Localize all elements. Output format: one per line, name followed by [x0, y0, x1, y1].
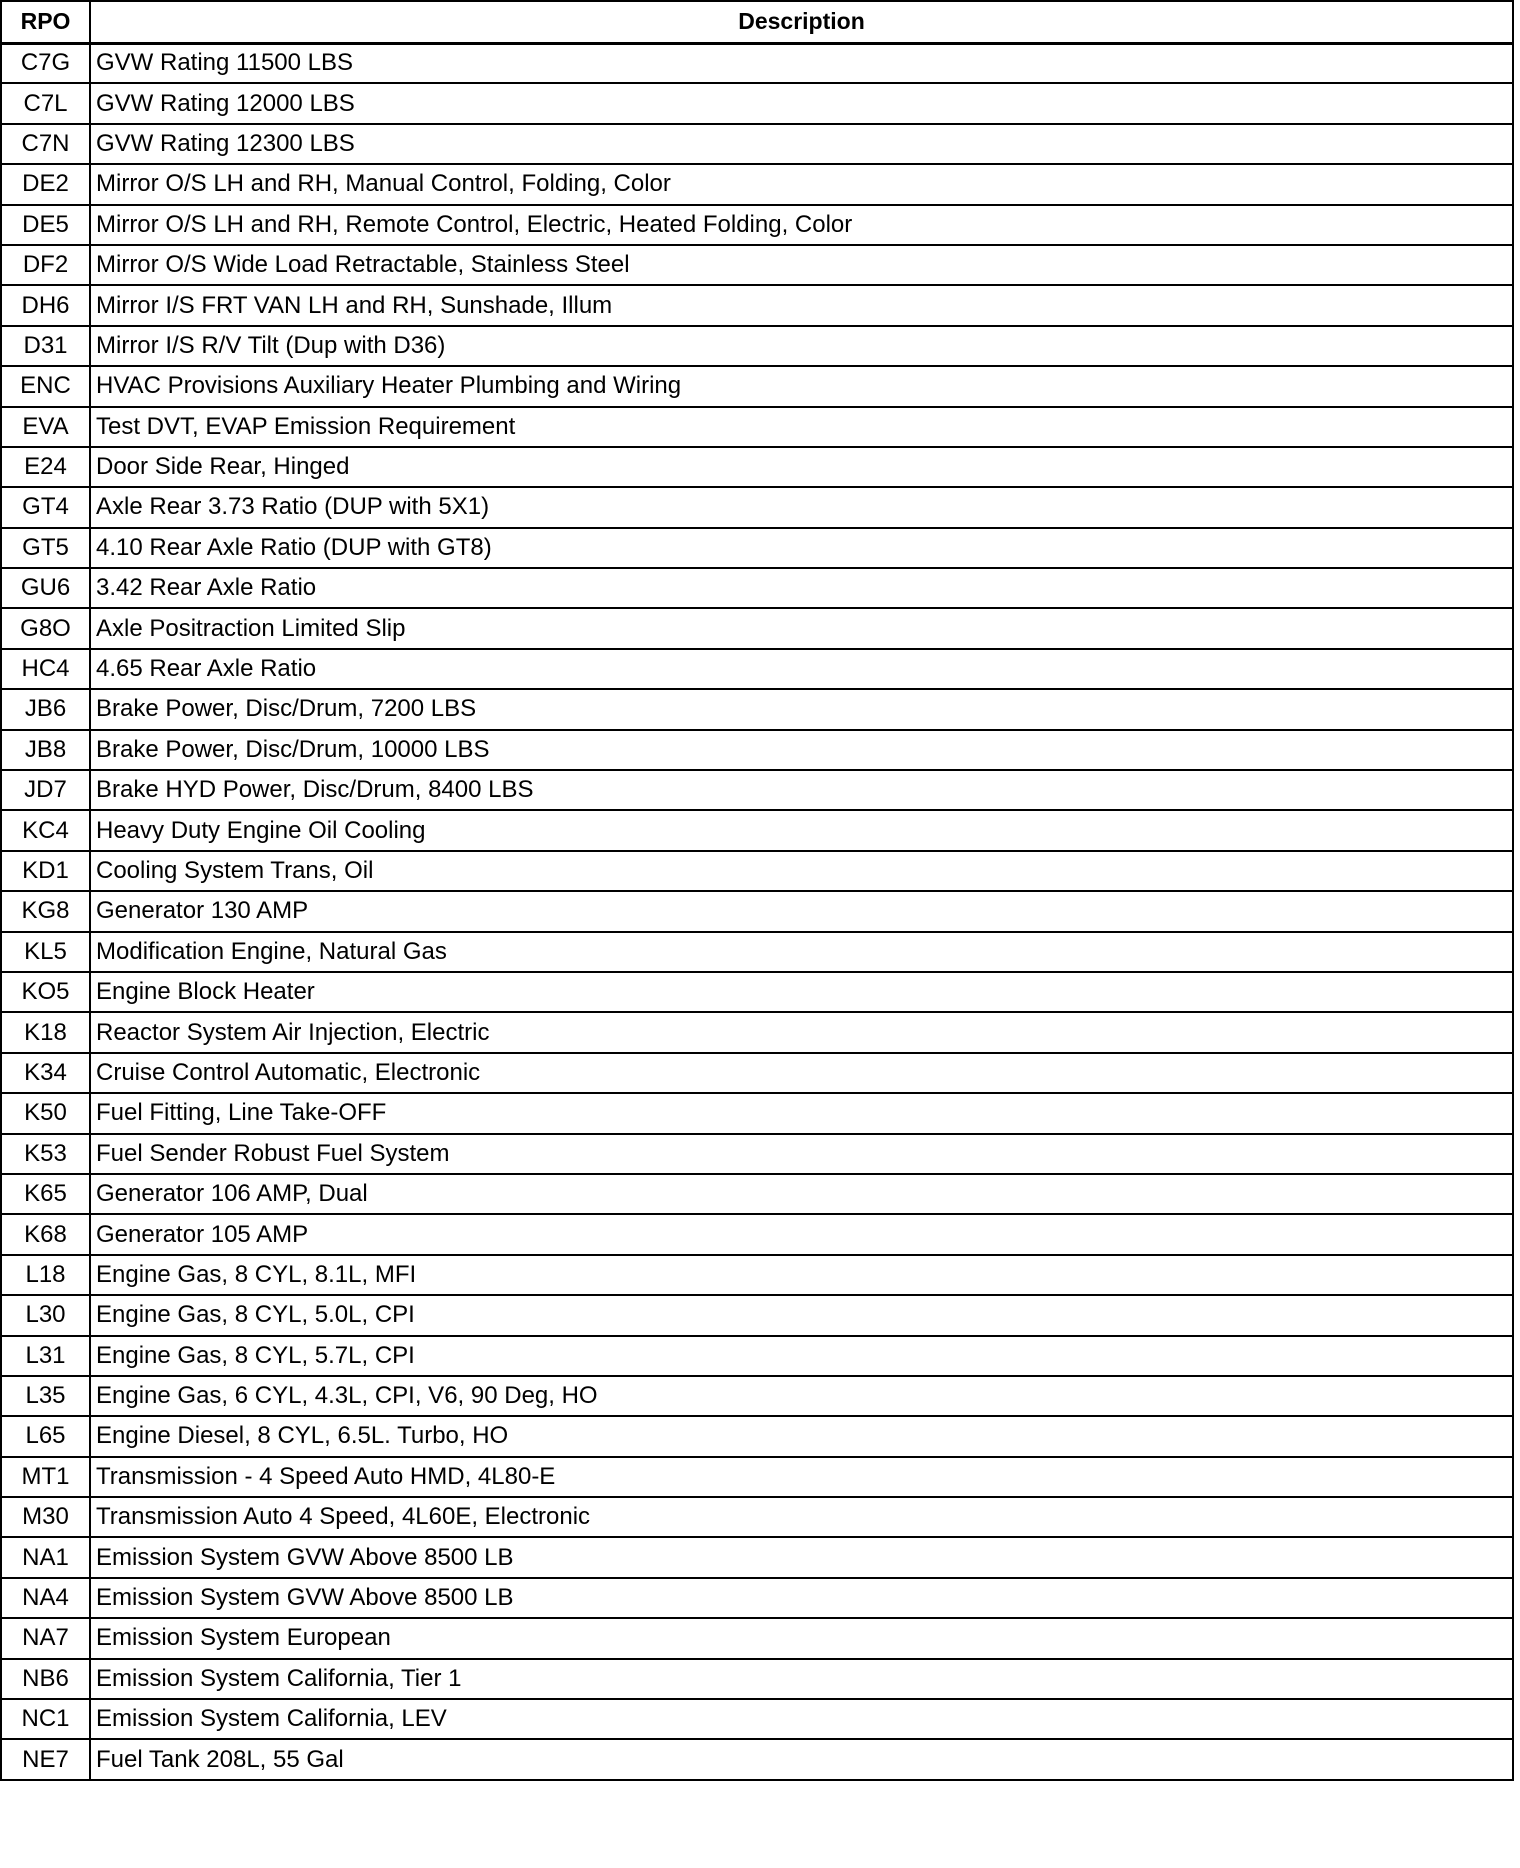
table-row [1, 1093, 1513, 1133]
table-row [1, 164, 1513, 204]
rpo-code-cell: KD1 [1, 851, 90, 891]
table-row [1, 447, 1513, 487]
table-row [1, 851, 1513, 891]
rpo-code-cell: NA1 [1, 1537, 90, 1577]
rpo-code-cell: NE7 [1, 1739, 90, 1779]
description-cell: Engine Gas, 8 CYL, 8.1L, MFI [90, 1255, 1513, 1295]
rpo-code-cell: NA7 [1, 1618, 90, 1658]
rpo-code-cell: ENC [1, 366, 90, 406]
rpo-code-cell: JB6 [1, 689, 90, 729]
rpo-code-cell: C7N [1, 124, 90, 164]
description-cell: Engine Gas, 8 CYL, 5.0L, CPI [90, 1295, 1513, 1335]
description-cell: Brake Power, Disc/Drum, 7200 LBS [90, 689, 1513, 729]
rpo-code-cell: E24 [1, 447, 90, 487]
rpo-code-cell: HC4 [1, 649, 90, 689]
table-row [1, 124, 1513, 164]
rpo-code-cell: DE5 [1, 205, 90, 245]
rpo-code-cell: L18 [1, 1255, 90, 1295]
description-cell: 3.42 Rear Axle Ratio [90, 568, 1513, 608]
rpo-code-cell: MT1 [1, 1457, 90, 1497]
description-cell: GVW Rating 12000 LBS [90, 83, 1513, 123]
table-row [1, 1053, 1513, 1093]
description-cell: Emission System European [90, 1618, 1513, 1658]
description-cell: Engine Diesel, 8 CYL, 6.5L. Turbo, HO [90, 1416, 1513, 1456]
rpo-code-cell: L35 [1, 1376, 90, 1416]
table-row [1, 891, 1513, 931]
table-row [1, 205, 1513, 245]
rpo-code-cell: GU6 [1, 568, 90, 608]
description-cell: Fuel Tank 208L, 55 Gal [90, 1739, 1513, 1779]
table-row [1, 83, 1513, 123]
description-cell: Brake HYD Power, Disc/Drum, 8400 LBS [90, 770, 1513, 810]
description-cell: GVW Rating 12300 LBS [90, 124, 1513, 164]
table-row [1, 730, 1513, 770]
rpo-code-cell: DE2 [1, 164, 90, 204]
description-cell: Axle Rear 3.73 Ratio (DUP with 5X1) [90, 487, 1513, 527]
table-row [1, 1457, 1513, 1497]
description-cell: Mirror O/S LH and RH, Remote Control, Electric, Heated Folding, Color [90, 205, 1513, 245]
table-row [1, 43, 1513, 83]
table-row [1, 810, 1513, 850]
table-row [1, 366, 1513, 406]
rpo-code-cell: L31 [1, 1336, 90, 1376]
rpo-code-cell: L30 [1, 1295, 90, 1335]
rpo-code-cell: DH6 [1, 285, 90, 325]
description-cell: Emission System California, LEV [90, 1699, 1513, 1739]
rpo-code-cell: JD7 [1, 770, 90, 810]
rpo-code-cell: NC1 [1, 1699, 90, 1739]
description-cell: Generator 105 AMP [90, 1214, 1513, 1254]
description-cell: 4.10 Rear Axle Ratio (DUP with GT8) [90, 528, 1513, 568]
table-row [1, 245, 1513, 285]
table-row [1, 1174, 1513, 1214]
description-cell: Brake Power, Disc/Drum, 10000 LBS [90, 730, 1513, 770]
description-cell: GVW Rating 11500 LBS [90, 43, 1513, 83]
rpo-code-cell: G8O [1, 608, 90, 648]
description-cell: Reactor System Air Injection, Electric [90, 1012, 1513, 1052]
rpo-code-cell: K68 [1, 1214, 90, 1254]
table-row [1, 1214, 1513, 1254]
table-row [1, 689, 1513, 729]
table-row [1, 1336, 1513, 1376]
description-cell: Engine Gas, 6 CYL, 4.3L, CPI, V6, 90 Deg, HO [90, 1376, 1513, 1416]
rpo-code-cell: DF2 [1, 245, 90, 285]
description-cell: Generator 130 AMP [90, 891, 1513, 931]
rpo-code-cell: C7G [1, 43, 90, 83]
table-row [1, 1416, 1513, 1456]
table-row [1, 1376, 1513, 1416]
description-cell: Emission System GVW Above 8500 LB [90, 1537, 1513, 1577]
rpo-code-cell: NA4 [1, 1578, 90, 1618]
table-row [1, 285, 1513, 325]
rpo-code-cell: KC4 [1, 810, 90, 850]
rpo-code-cell: K65 [1, 1174, 90, 1214]
rpo-code-cell: KG8 [1, 891, 90, 931]
description-cell: Mirror O/S LH and RH, Manual Control, Folding, Color [90, 164, 1513, 204]
description-cell: Mirror I/S R/V Tilt (Dup with D36) [90, 326, 1513, 366]
table-row [1, 326, 1513, 366]
description-cell: Mirror O/S Wide Load Retractable, Stainless Steel [90, 245, 1513, 285]
table-row [1, 1255, 1513, 1295]
table-body [1, 43, 1513, 1780]
rpo-code-cell: L65 [1, 1416, 90, 1456]
description-cell: Door Side Rear, Hinged [90, 447, 1513, 487]
description-cell: Transmission - 4 Speed Auto HMD, 4L80-E [90, 1457, 1513, 1497]
description-cell: Transmission Auto 4 Speed, 4L60E, Electronic [90, 1497, 1513, 1537]
description-cell: Cruise Control Automatic, Electronic [90, 1053, 1513, 1093]
table-row [1, 1699, 1513, 1739]
table-row [1, 487, 1513, 527]
description-cell: HVAC Provisions Auxiliary Heater Plumbing and Wiring [90, 366, 1513, 406]
table-row [1, 1537, 1513, 1577]
description-cell: Emission System GVW Above 8500 LB [90, 1578, 1513, 1618]
description-cell: Cooling System Trans, Oil [90, 851, 1513, 891]
table-row [1, 1618, 1513, 1658]
table-row [1, 1739, 1513, 1779]
description-cell: Heavy Duty Engine Oil Cooling [90, 810, 1513, 850]
description-cell: Emission System California, Tier 1 [90, 1659, 1513, 1699]
table-row [1, 1659, 1513, 1699]
table-row [1, 932, 1513, 972]
rpo-code-cell: D31 [1, 326, 90, 366]
description-cell: Fuel Fitting, Line Take-OFF [90, 1093, 1513, 1133]
table-row [1, 770, 1513, 810]
table-row [1, 608, 1513, 648]
description-cell: Engine Gas, 8 CYL, 5.7L, CPI [90, 1336, 1513, 1376]
table-row [1, 568, 1513, 608]
description-cell: Engine Block Heater [90, 972, 1513, 1012]
table-row [1, 972, 1513, 1012]
rpo-column-header: RPO [1, 1, 90, 43]
rpo-code-cell: GT5 [1, 528, 90, 568]
rpo-code-cell: JB8 [1, 730, 90, 770]
description-cell: Mirror I/S FRT VAN LH and RH, Sunshade, Illum [90, 285, 1513, 325]
description-cell: Axle Positraction Limited Slip [90, 608, 1513, 648]
table-row [1, 1578, 1513, 1618]
table-row [1, 1295, 1513, 1335]
rpo-code-cell: GT4 [1, 487, 90, 527]
table-row [1, 1497, 1513, 1537]
rpo-code-cell: K34 [1, 1053, 90, 1093]
rpo-code-cell: KL5 [1, 932, 90, 972]
rpo-code-cell: EVA [1, 407, 90, 447]
table-row [1, 1134, 1513, 1174]
table-row [1, 407, 1513, 447]
table-row [1, 528, 1513, 568]
rpo-code-cell: K50 [1, 1093, 90, 1133]
rpo-code-cell: C7L [1, 83, 90, 123]
description-cell: Generator 106 AMP, Dual [90, 1174, 1513, 1214]
description-column-header: Description [90, 1, 1513, 43]
rpo-code-cell: K53 [1, 1134, 90, 1174]
rpo-code-cell: KO5 [1, 972, 90, 1012]
table-header-row [1, 1, 1513, 43]
table-row [1, 649, 1513, 689]
description-cell: 4.65 Rear Axle Ratio [90, 649, 1513, 689]
table-row [1, 1012, 1513, 1052]
rpo-code-cell: K18 [1, 1012, 90, 1052]
rpo-code-cell: NB6 [1, 1659, 90, 1699]
description-cell: Fuel Sender Robust Fuel System [90, 1134, 1513, 1174]
description-cell: Test DVT, EVAP Emission Requirement [90, 407, 1513, 447]
description-cell: Modification Engine, Natural Gas [90, 932, 1513, 972]
rpo-code-cell: M30 [1, 1497, 90, 1537]
